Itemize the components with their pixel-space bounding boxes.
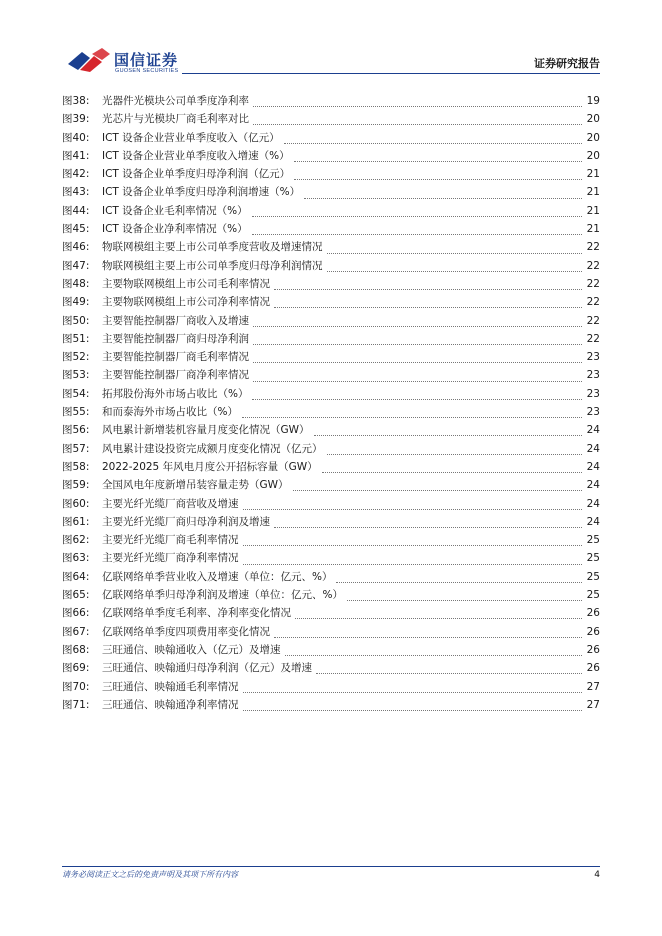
toc-entry-page: 24 — [586, 460, 600, 473]
toc-entry-number: 图50: — [62, 314, 90, 327]
toc-dot-leader — [253, 113, 582, 125]
toc-entry-title: 亿联网络单季度毛利率、净利率变化情况 — [102, 607, 291, 620]
toc-entry-number: 图59: — [62, 479, 90, 492]
toc-entry-number: 图61: — [62, 515, 90, 528]
toc-dot-leader — [347, 589, 582, 601]
toc-entry[interactable] — [62, 366, 600, 384]
toc-entry-number: 图67: — [62, 625, 90, 638]
toc-entry-title: 物联网模组主要上市公司单季度归母净利润情况 — [102, 259, 323, 272]
toc-entry-page: 23 — [586, 369, 600, 382]
toc-entry[interactable] — [62, 220, 600, 238]
toc-entry[interactable] — [62, 202, 600, 220]
toc-dot-leader — [322, 461, 582, 473]
toc-entry-page: 23 — [586, 387, 600, 400]
toc-entry-page: 21 — [586, 204, 600, 217]
toc-entry-title: 2022-2025 年风电月度公开招标容量（GW） — [102, 460, 318, 473]
toc-entry[interactable] — [62, 312, 600, 330]
toc-entry-number: 图52: — [62, 351, 90, 364]
toc-entry-page: 25 — [586, 534, 600, 547]
toc-entry-page: 23 — [586, 406, 600, 419]
toc-entry-page: 21 — [586, 186, 600, 199]
toc-dot-leader — [253, 333, 582, 345]
toc-entry-page: 22 — [586, 314, 600, 327]
toc-entry-page: 24 — [586, 497, 600, 510]
toc-entry-title: 亿联网络单季营业收入及增速（单位：亿元、%） — [102, 570, 333, 583]
toc-entry-title: 主要物联网模组上市公司毛利率情况 — [102, 277, 270, 290]
toc-entry[interactable] — [62, 165, 600, 183]
toc-entry-number: 图58: — [62, 460, 90, 473]
toc-entry-title: ICT 设备企业净利率情况（%） — [102, 223, 248, 236]
toc-entry[interactable] — [62, 183, 600, 201]
toc-entry-title: ICT 设备企业营业单季度收入（亿元） — [102, 131, 280, 144]
toc-entry-title: 拓邦股份海外市场占收比（%） — [102, 387, 249, 400]
toc-entry-page: 24 — [586, 424, 600, 437]
toc-entry[interactable] — [62, 678, 600, 696]
toc-entry-number: 图65: — [62, 589, 90, 602]
toc-dot-leader — [243, 699, 583, 711]
toc-entry-page: 20 — [586, 131, 600, 144]
toc-entry[interactable] — [62, 440, 600, 458]
toc-entry-number: 图60: — [62, 497, 90, 510]
toc-entry-title: ICT 设备企业单季度归母净利润增速（%） — [102, 186, 301, 199]
toc-dot-leader — [314, 424, 582, 436]
toc-entry-number: 图51: — [62, 332, 90, 345]
toc-entry[interactable] — [62, 531, 600, 549]
toc-entry[interactable] — [62, 238, 600, 256]
toc-entry-number: 图68: — [62, 643, 90, 656]
toc-entry-title: 主要智能控制器厂商净利率情况 — [102, 369, 249, 382]
toc-entry-title: 物联网模组主要上市公司单季度营收及增速情况 — [102, 241, 323, 254]
toc-dot-leader — [253, 370, 582, 382]
figure-index-list — [62, 92, 600, 714]
toc-entry[interactable] — [62, 348, 600, 366]
toc-entry-page: 26 — [586, 662, 600, 675]
toc-entry-number: 图54: — [62, 387, 90, 400]
toc-entry-title: 主要光纤光缆厂商营收及增速 — [102, 497, 239, 510]
toc-dot-leader — [253, 95, 582, 107]
toc-entry-number: 图69: — [62, 662, 90, 675]
toc-entry-number: 图71: — [62, 698, 90, 711]
toc-entry[interactable] — [62, 92, 600, 110]
toc-dot-leader — [253, 315, 582, 327]
toc-entry-title: 亿联网络单季归母净利润及增速（单位：亿元、%） — [102, 589, 343, 602]
toc-entry-number: 图43: — [62, 186, 90, 199]
toc-dot-leader — [242, 406, 582, 418]
toc-entry[interactable] — [62, 623, 600, 641]
toc-entry-number: 图38: — [62, 95, 90, 107]
toc-entry[interactable] — [62, 275, 600, 293]
toc-entry-number: 图53: — [62, 369, 90, 382]
toc-entry-page: 26 — [586, 625, 600, 638]
toc-entry-page: 22 — [586, 277, 600, 290]
toc-dot-leader — [294, 150, 582, 162]
toc-entry-title: 主要物联网模组上市公司净利率情况 — [102, 296, 270, 309]
toc-entry-page: 24 — [586, 515, 600, 528]
toc-entry-number: 图42: — [62, 168, 90, 181]
toc-dot-leader — [274, 516, 582, 528]
brand-name-cn: 国信证券 — [114, 51, 179, 69]
toc-dot-leader — [327, 242, 583, 254]
toc-dot-leader — [253, 351, 582, 363]
toc-entry-page: 22 — [586, 259, 600, 272]
toc-entry-page: 27 — [586, 680, 600, 693]
toc-entry-page: 23 — [586, 351, 600, 364]
toc-entry-number: 图49: — [62, 296, 90, 309]
guosen-logo-icon — [66, 46, 112, 74]
toc-entry-number: 图46: — [62, 241, 90, 254]
toc-entry-number: 图63: — [62, 552, 90, 565]
toc-dot-leader — [274, 626, 582, 638]
toc-entry-page: 22 — [586, 332, 600, 345]
toc-entry-page: 24 — [586, 479, 600, 492]
toc-entry-title: 主要光纤光缆厂商毛利率情况 — [102, 534, 239, 547]
toc-entry-number: 图47: — [62, 259, 90, 272]
toc-entry-page: 22 — [586, 296, 600, 309]
toc-entry-page: 20 — [586, 113, 600, 126]
toc-entry-page: 25 — [586, 552, 600, 565]
toc-entry-number: 图55: — [62, 406, 90, 419]
toc-entry-title: ICT 设备企业单季度归母净利润（亿元） — [102, 168, 291, 181]
toc-entry[interactable] — [62, 293, 600, 311]
toc-entry-number: 图41: — [62, 149, 90, 162]
toc-entry-title: 三旺通信、映翰通净利率情况 — [102, 698, 239, 711]
toc-entry[interactable] — [62, 696, 600, 714]
toc-entry-title: 全国风电年度新增吊装容量走势（GW） — [102, 479, 289, 492]
footer-divider — [62, 866, 600, 867]
toc-entry-number: 图66: — [62, 607, 90, 620]
toc-dot-leader — [243, 553, 583, 565]
toc-entry-title: 亿联网络单季度四项费用率变化情况 — [102, 625, 270, 638]
header-divider — [182, 73, 600, 74]
toc-entry-page: 25 — [586, 570, 600, 583]
toc-entry[interactable] — [62, 495, 600, 513]
toc-entry[interactable] — [62, 385, 600, 403]
toc-entry[interactable] — [62, 641, 600, 659]
toc-dot-leader — [243, 681, 583, 693]
toc-dot-leader — [327, 443, 583, 455]
toc-entry-title: 三旺通信、映翰通归母净利润（亿元）及增速 — [102, 662, 312, 675]
toc-entry-title: 主要智能控制器厂商收入及增速 — [102, 314, 249, 327]
toc-entry-number: 图56: — [62, 424, 90, 437]
toc-entry-title: 光芯片与光模块厂商毛利率对比 — [102, 113, 249, 126]
page-header — [0, 0, 662, 80]
footer-disclaimer: 请务必阅读正文之后的免责声明及其项下所有内容 — [62, 870, 238, 879]
brand-name-en: GUOSEN SECURITIES — [115, 68, 179, 74]
toc-entry[interactable] — [62, 330, 600, 348]
toc-dot-leader — [285, 644, 583, 656]
toc-entry-title: 三旺通信、映翰通收入（亿元）及增速 — [102, 643, 281, 656]
toc-entry-page: 21 — [586, 168, 600, 181]
toc-entry-number: 图48: — [62, 277, 90, 290]
toc-dot-leader — [336, 571, 582, 583]
page-number: 4 — [594, 870, 600, 880]
toc-dot-leader — [304, 187, 582, 199]
toc-dot-leader — [252, 205, 582, 217]
toc-entry-page: 21 — [586, 223, 600, 236]
toc-entry-title: 风电累计建设投资完成额月度变化情况（亿元） — [102, 442, 323, 455]
toc-dot-leader — [293, 479, 582, 491]
toc-entry-page: 27 — [586, 698, 600, 711]
toc-entry[interactable] — [62, 604, 600, 622]
toc-entry[interactable] — [62, 476, 600, 494]
toc-entry-number: 图64: — [62, 570, 90, 583]
toc-dot-leader — [274, 278, 582, 290]
toc-entry[interactable] — [62, 257, 600, 275]
toc-entry-number: 图70: — [62, 680, 90, 693]
toc-entry-number: 图45: — [62, 223, 90, 236]
toc-entry[interactable] — [62, 659, 600, 677]
toc-entry-number: 图44: — [62, 204, 90, 217]
toc-entry-title: 主要光纤光缆厂商净利率情况 — [102, 552, 239, 565]
toc-entry[interactable] — [62, 403, 600, 421]
toc-entry[interactable] — [62, 549, 600, 567]
toc-dot-leader — [252, 223, 582, 235]
toc-entry[interactable] — [62, 129, 600, 147]
toc-entry-title: ICT 设备企业营业单季度收入增速（%） — [102, 149, 290, 162]
toc-entry-page: 19 — [586, 95, 600, 107]
toc-entry-title: 主要智能控制器厂商归母净利润 — [102, 332, 249, 345]
toc-dot-leader — [252, 388, 582, 400]
toc-entry-number: 图62: — [62, 534, 90, 547]
toc-entry[interactable] — [62, 458, 600, 476]
report-type-label: 证券研究报告 — [534, 57, 600, 70]
toc-entry-page: 20 — [586, 149, 600, 162]
toc-entry[interactable] — [62, 421, 600, 439]
toc-entry[interactable] — [62, 513, 600, 531]
toc-entry[interactable] — [62, 568, 600, 586]
toc-entry[interactable] — [62, 110, 600, 128]
toc-dot-leader — [327, 260, 583, 272]
toc-dot-leader — [295, 607, 582, 619]
toc-entry-title: 主要光纤光缆厂商归母净利润及增速 — [102, 515, 270, 528]
toc-entry-page: 25 — [586, 589, 600, 602]
toc-entry[interactable] — [62, 147, 600, 165]
toc-entry-title: 风电累计新增装机容量月度变化情况（GW） — [102, 424, 310, 437]
toc-entry[interactable] — [62, 586, 600, 604]
toc-entry-page: 22 — [586, 241, 600, 254]
toc-entry-page: 26 — [586, 607, 600, 620]
toc-entry-number: 图40: — [62, 131, 90, 144]
toc-dot-leader — [294, 168, 582, 180]
toc-entry-page: 26 — [586, 643, 600, 656]
toc-dot-leader — [316, 662, 582, 674]
toc-dot-leader — [243, 498, 583, 510]
toc-dot-leader — [243, 534, 583, 546]
toc-entry-number: 图57: — [62, 442, 90, 455]
toc-entry-title: 三旺通信、映翰通毛利率情况 — [102, 680, 239, 693]
toc-entry-title: ICT 设备企业毛利率情况（%） — [102, 204, 248, 217]
toc-dot-leader — [284, 132, 582, 144]
toc-entry-number: 图39: — [62, 113, 90, 126]
toc-entry-title: 和而泰海外市场占收比（%） — [102, 406, 238, 419]
toc-entry-page: 24 — [586, 442, 600, 455]
toc-entry-title: 光器件光模块公司单季度净利率 — [102, 95, 249, 107]
toc-entry-title: 主要智能控制器厂商毛利率情况 — [102, 351, 249, 364]
toc-dot-leader — [274, 296, 582, 308]
